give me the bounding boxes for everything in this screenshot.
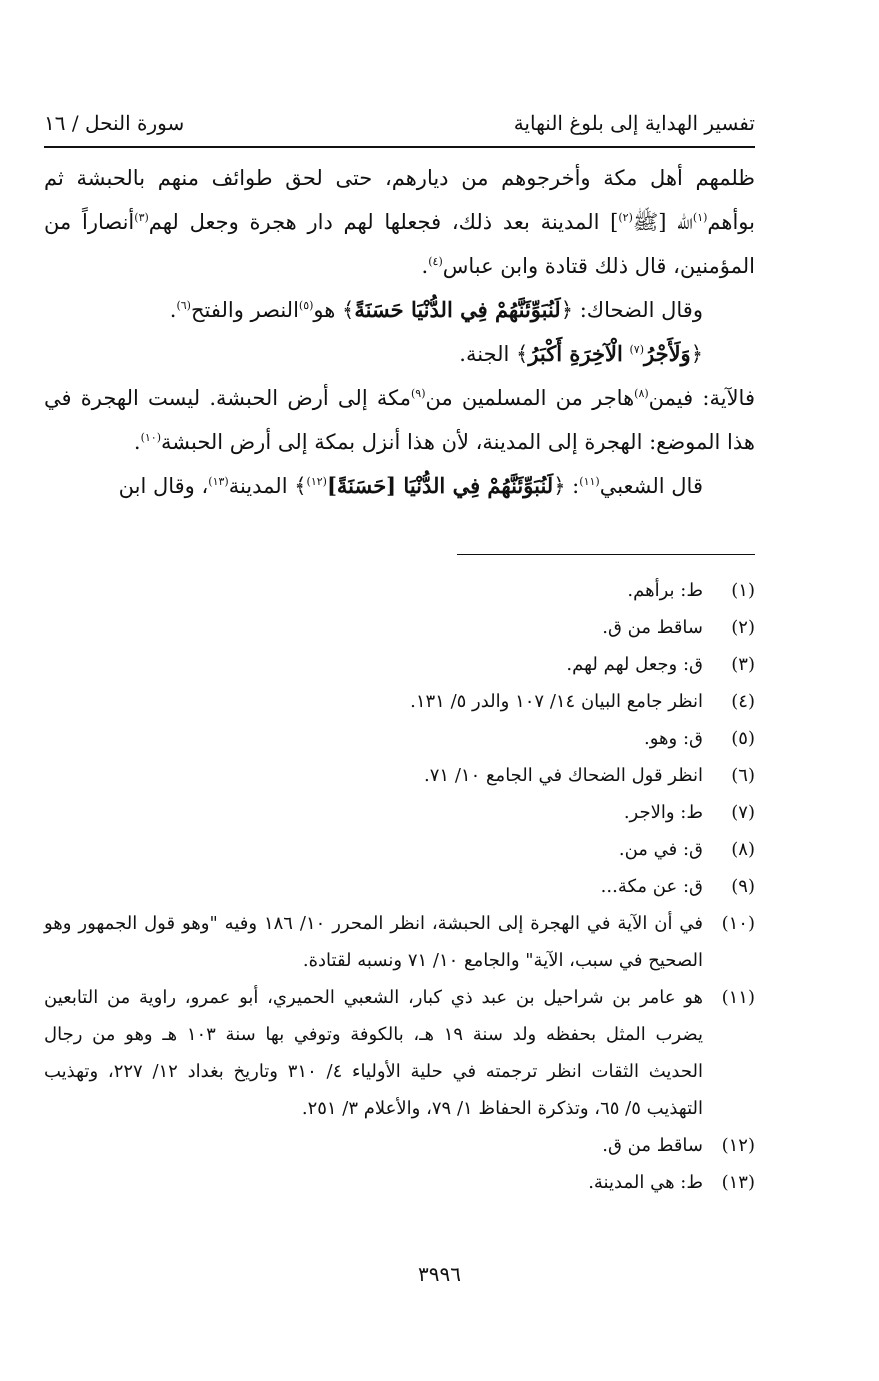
paragraph-3: ﴿وَلَأَجْرُ$^{(٧)}$ الْآخِرَةِ أَكْبَرُ﴾ الجنة. [459, 341, 703, 366]
footnote-text: انظر جامع البيان ١٤/ ١٠٧ والدر ٥/ ١٣١. [410, 691, 703, 712]
footnote-item [44, 646, 755, 683]
surah-page-label: سورة النحل / ١٦ [44, 111, 185, 135]
footnote-item [44, 609, 755, 646]
paragraph-1: ظلمهم أهل مكة وأخرجوهم من ديارهم، حتى لحق طوائف منهم بالحبشة ثم بوأهم$^{(١)}$الله [ﷺ$^{(٢)}$] المدينة بعد ذلك، فجعلها لهم دار هجرة وجعل لهم$^{(٣)}$أنصاراً من المؤمنين، قال ذلك قتادة وابن عباس$^{(٤)}$. [44, 166, 755, 278]
footnote-ref: (٤) [428, 255, 443, 268]
footnote-item [44, 572, 755, 609]
footnote-text: ق: عن مكة... [600, 876, 703, 897]
footnote-number: (١١) [721, 987, 755, 1008]
footnote-ref: (١٣) [208, 475, 229, 488]
paragraph-2: وقال الضحاك: ﴿لَنُبَوِّئَنَّهُمْ فِي الدُّنْيَا حَسَنَةً﴾ هو$^{(٥)}$النصر والفتح$^{(٦)}$. [169, 297, 703, 322]
footnote-number: (٦) [731, 765, 755, 786]
footnote-ref: (٧) [629, 343, 644, 356]
paragraph-4: فالآية: فيمن$^{(٨)}$هاجر من المسلمين من$^{(٩)}$مكة إلى أرض الحبشة. ليست الهجرة في هذا الموضع: الهجرة إلى المدينة، لأن هذا أنزل بمكة إلى أرض الحبشة$^{(١٠)}$. [44, 386, 755, 454]
footnote-number: (١٢) [721, 1135, 755, 1156]
footnote-item [44, 979, 755, 1127]
footnote-ref: (٣) [134, 211, 149, 224]
footnote-number: (١٠) [721, 913, 755, 934]
footnote-number: (٩) [731, 876, 755, 897]
header-divider [44, 146, 755, 148]
footnote-item [44, 831, 755, 868]
footnote-ref: (٢) [618, 211, 633, 224]
footnote-number: (٤) [731, 691, 755, 712]
footnote-text: ق: في من. [618, 839, 703, 860]
main-text [44, 156, 755, 508]
footnote-ref: (٦) [176, 299, 191, 312]
page-number: ٣٩٩٦ [418, 1262, 461, 1286]
footnote-text: ق: وهو. [644, 728, 703, 749]
footnote-item [44, 905, 755, 979]
footnote-ref: (٩) [410, 387, 426, 400]
footnote-text: ساقط من ق. [602, 617, 703, 638]
footnote-item [44, 794, 755, 831]
quran-quote: لَنُبَوِّئَنَّهُمْ فِي الدُّنْيَا حَسَنَةً [354, 297, 561, 322]
footnote-item [44, 868, 755, 905]
salawat-glyph: ﷺ [632, 210, 659, 234]
footnote-item [44, 683, 755, 720]
footnote-number: (٥) [731, 728, 755, 749]
footnote-number: (٨) [731, 839, 755, 860]
footnote-ref: (٨) [634, 387, 649, 400]
quran-quote: لَنُبَوِّئَنَّهُمْ فِي الدُّنْيَا [حَسَنَةً] [326, 473, 554, 498]
footnote-text: ط: هي المدينة. [588, 1172, 703, 1193]
footnote-divider [457, 554, 755, 555]
running-header [44, 103, 755, 143]
footnote-text: انظر قول الضحاك في الجامع ١٠/ ٧١. [424, 765, 703, 786]
footnote-number: (٧) [731, 802, 755, 823]
book-title: تفسير الهداية إلى بلوغ النهاية [513, 111, 755, 135]
footnotes [44, 572, 755, 1201]
footnote-text: ط: برأهم. [627, 580, 703, 601]
paragraph-5: قال الشعبي$^{(١١)}$: ﴿لَنُبَوِّئَنَّهُمْ فِي الدُّنْيَا [حَسَنَةً]$^{(١٢)}$﴾ المدينة$^{(١٣)}$، وقال ابن [118, 473, 703, 498]
footnote-text: ط: والاجر. [623, 802, 703, 823]
footnote-ref: (١٠) [140, 431, 161, 444]
footnote-item [44, 1164, 755, 1201]
footnote-text: في أن الآية في الهجرة إلى الحبشة، انظر المحرر ١٠/ ١٨٦ وفيه "وهو قول الجمهور وهو الصحيح في سبب، الآية" والجامع ١٠/ ٧١ ونسبه لقتادة. [44, 913, 703, 971]
footnote-text: هو عامر بن شراحيل بن عبد ذي كبار، الشعبي الحميري، أبو عمرو، راوية من التابعين يضرب المثل بحفظه ولد سنة ١٩ هـ، بالكوفة وتوفي بها سنة ١٠٣ هـ وهو من رجال الحديث الثقات انظر ترجمته في حلية الأولياء ٤/ ٣١٠ وتاريخ بغداد ١٢/ ٢٢٧، وتهذيب التهذيب ٥/ ٦٥، وتذكرة الحفاظ ١/ ٧٩، والأعلام ٣/ ٢٥١. [44, 987, 703, 1119]
footnote-number: (١٣) [721, 1172, 755, 1193]
footnote-ref: (١٢) [306, 475, 327, 488]
footnote-number: (٢) [731, 617, 755, 638]
footnote-number: (١) [731, 580, 755, 601]
footnote-item [44, 757, 755, 794]
footnote-ref: (١) [692, 211, 708, 224]
footnote-ref: (١١) [579, 475, 600, 488]
quran-quote: الْآخِرَةِ أَكْبَرُ [528, 341, 623, 366]
footnote-item [44, 1127, 755, 1164]
quran-quote: وَلَأَجْرُ [644, 341, 691, 366]
footnote-number: (٣) [731, 654, 755, 675]
footnote-item [44, 720, 755, 757]
footnote-ref: (٥) [298, 299, 314, 312]
footnote-text: ساقط من ق. [602, 1135, 703, 1156]
footnote-text: ق: وجعل لهم لهم. [566, 654, 703, 675]
